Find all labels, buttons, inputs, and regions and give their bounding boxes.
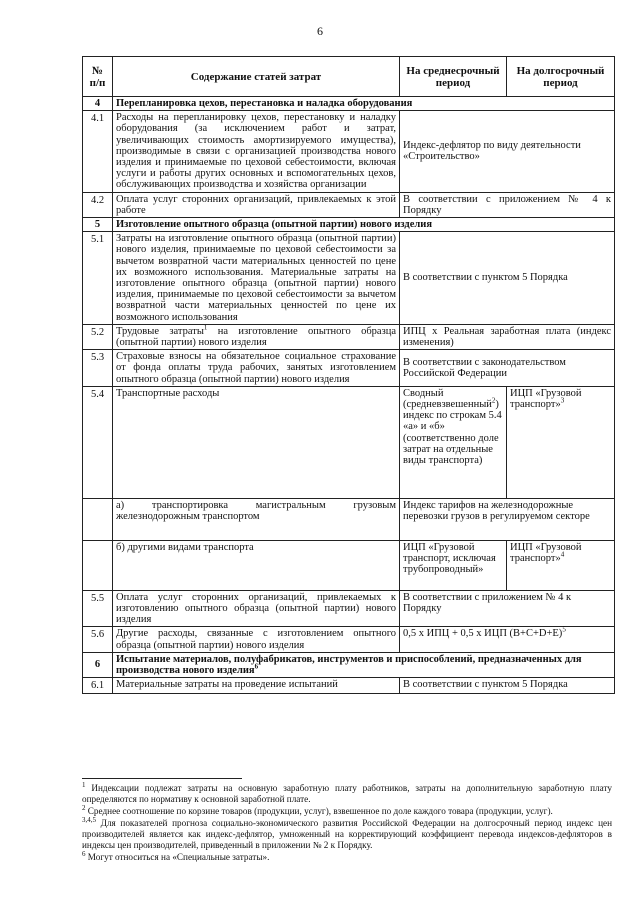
section-title-text: Испытание материалов, полуфабрикатов, инструментов и приспособлений, предназначенных для производства нового изделия xyxy=(116,653,582,677)
row-text: Другие расходы, связанные с изготовлением опытного образца (опытной партии) нового изделия xyxy=(113,627,400,652)
row-text: Оплата услуг сторонних организаций, привлекаемых к этой работе xyxy=(113,192,400,217)
value-part: Сводный (средневзвешенный xyxy=(403,387,492,411)
row-value: ИПЦ х Реальная заработная плата (индекс изменения) xyxy=(400,324,615,349)
table-row-5-5 xyxy=(83,590,615,627)
section-num: 5 xyxy=(83,218,113,232)
row-num: 5.5 xyxy=(83,590,113,627)
row-value-long xyxy=(507,386,615,498)
footnote-text: Могут относиться на «Специальные затраты». xyxy=(87,852,270,862)
row-text: а) транспортировка магистральным грузовым железнодорожным транспортом xyxy=(113,498,400,540)
section-row-4 xyxy=(83,97,615,111)
section-title xyxy=(113,652,615,677)
table-row-4-1 xyxy=(83,111,615,192)
footnote-text: Индексации подлежат затраты на основную заработную плату работников, затраты на дополнительную заработную плату определяются по нормативу к основной заработной плате. xyxy=(82,783,612,804)
section-row-6 xyxy=(83,652,615,677)
footnote-6 xyxy=(82,849,612,863)
footnote-1 xyxy=(82,780,612,805)
row-num-empty xyxy=(83,498,113,540)
table-row-5-4 xyxy=(83,386,615,498)
row-value xyxy=(400,627,615,652)
row-value: В соответствии с приложением № 4 к Порядку xyxy=(400,192,615,217)
footnote-marker: 6 xyxy=(82,849,86,858)
footnote-2 xyxy=(82,803,612,817)
row-text: б) другими видами транспорта xyxy=(113,540,400,590)
section-num: 6 xyxy=(83,652,113,677)
row-text: Расходы на перепланировку цехов, перестановку и наладку оборудования (за исключением работ и затрат, увеличивающих стоимость амортизируемого имущества), производимые в связи с организацией производства нового изделия и принимаемые по цеховой себестоимости, включая услуги и работы других основных и вспомогательных цехов, обслуживающих производства и хозяйства организации xyxy=(113,111,400,192)
row-num: 5.3 xyxy=(83,350,113,387)
row-num: 6.1 xyxy=(83,678,113,693)
table-row-4-2 xyxy=(83,192,615,217)
row-value: Индекс тарифов на железнодорожные перевозки грузов в регулируемом секторе xyxy=(400,498,615,540)
footnote-text: Среднее соотношение по корзине товаров (продукции, услуг), взвешенное по доле каждого товара (продукции, услуг). xyxy=(87,806,553,816)
value-part: ИЦП «Грузовой транспорт» xyxy=(510,387,582,411)
footnotes xyxy=(82,778,612,864)
footnote-ref: 2 xyxy=(491,396,496,405)
table-row-5-4-a xyxy=(83,498,615,540)
footnote-ref: 4 xyxy=(560,550,565,559)
footnote-list xyxy=(82,780,613,863)
row-value: В соответствии с пунктом 5 Порядка xyxy=(400,678,615,693)
table-row-5-6 xyxy=(83,627,615,652)
row-text-part: на изготовление опытного образца (опытной партии) нового изделия xyxy=(116,325,396,349)
row-text xyxy=(113,324,400,349)
row-num: 5.4 xyxy=(83,386,113,498)
row-value: Индекс-дефлятор по виду деятельности «Строительство» xyxy=(400,111,615,192)
row-value-medium xyxy=(400,386,507,498)
cost-items-table xyxy=(82,56,615,694)
row-num: 5.2 xyxy=(83,324,113,349)
footnote-ref: 5 xyxy=(562,625,566,634)
value-part: ) индекс по строкам 5.4 «а» и «б» (соответственно доле затрат на отдельные виды транспорта) xyxy=(403,399,502,467)
header-content: Содержание статей затрат xyxy=(113,57,400,97)
row-text: Затраты на изготовление опытного образца (опытной партии) нового изделия, принимаемые по цеховой себестоимости за вычетом возвратной части материальных ценностей по цене их возможного использования. Материальные затраты на изготовление опытного образца (опытной партии) нового изделия, принимаемые по цеховой себестоимости за вычетом возвратной части материальных ценностей по цене их возможного использования xyxy=(113,232,400,325)
row-value-long xyxy=(507,540,615,590)
row-text: Страховые взносы на обязательное социальное страхование от фонда оплаты труда рабочих, занятых изготовлением опытного образца (опытной партии) нового изделия xyxy=(113,350,400,387)
footnote-divider xyxy=(82,778,242,779)
row-text: Материальные затраты на проведение испытаний xyxy=(113,678,400,693)
row-value: В соответствии с приложением № 4 к Порядку xyxy=(400,590,615,627)
footnote-3-4-5 xyxy=(82,815,613,851)
table-row-5-2 xyxy=(83,324,615,349)
header-num: № п/п xyxy=(83,57,113,97)
header-long-period: На долгосрочный период xyxy=(507,57,615,97)
row-value: В соответствии с пунктом 5 Порядка xyxy=(400,232,615,325)
table-header-row xyxy=(83,57,615,97)
value-part: ИЦП «Грузовой транспорт» xyxy=(510,541,582,565)
row-value: В соответствии с законодательством Российской Федерации xyxy=(400,350,615,387)
row-num: 5.6 xyxy=(83,627,113,652)
header-medium-period: На среднесрочный период xyxy=(400,57,507,97)
footnote-ref: 6 xyxy=(254,662,259,671)
table-row-5-3 xyxy=(83,350,615,387)
footnote-ref: 3 xyxy=(560,396,565,405)
section-row-5 xyxy=(83,218,615,232)
row-text: Оплата услуг сторонних организаций, привлекаемых к изготовлению опытного образца (опытной партии) нового изделия xyxy=(113,590,400,627)
row-num: 4.2 xyxy=(83,192,113,217)
footnote-ref: 1 xyxy=(203,323,208,332)
table-row-5-1 xyxy=(83,232,615,325)
footnote-marker: 1 xyxy=(82,780,86,789)
row-num: 5.1 xyxy=(83,232,113,325)
section-title: Изготовление опытного образца (опытной партии) нового изделия xyxy=(113,218,615,232)
table-row-5-4-b xyxy=(83,540,615,590)
row-num: 4.1 xyxy=(83,111,113,192)
row-value-medium: ИЦП «Грузовой транспорт, исключая трубопроводный» xyxy=(400,540,507,590)
footnote-marker: 3,4,5 xyxy=(82,815,96,824)
section-title: Перепланировка цехов, перестановка и наладка оборудования xyxy=(113,97,615,111)
footnote-text: Для показателей прогноза социально-экономического развития Российской Федерации на долгосрочный период индекс цен производителей является как индекс-дефлятор, умноженный на корректирующий коэффициент перевода индексов-дефляторов в индексы цен производителей, приведенный в приложении № 2 к Порядку. xyxy=(82,818,613,850)
section-num: 4 xyxy=(83,97,113,111)
table-row-6-1 xyxy=(83,678,615,693)
value-part: 0,5 х ИПЦ + 0,5 х ИЦП (В+С+D+Е) xyxy=(403,628,563,640)
row-num-empty xyxy=(83,540,113,590)
footnote-marker: 2 xyxy=(82,803,86,812)
row-text: Транспортные расходы xyxy=(113,386,400,498)
page-number: 6 xyxy=(317,24,323,38)
row-text-part: Трудовые затраты xyxy=(116,325,204,337)
